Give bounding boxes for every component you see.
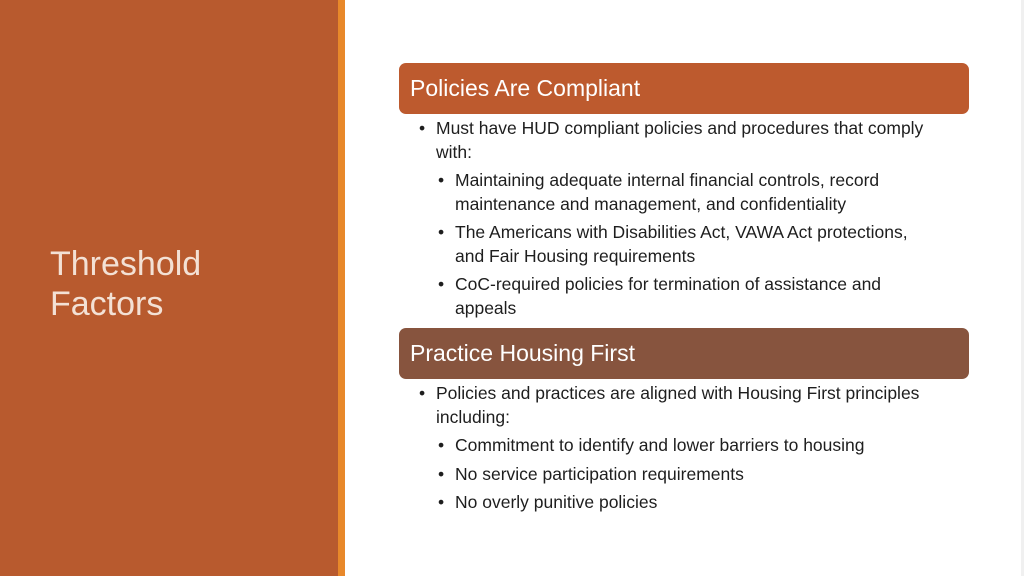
slide-title: [50, 244, 320, 324]
list-item-text: Must have HUD compliant policies and procedures that comply with:: [436, 118, 924, 162]
bullet-icon: •: [438, 170, 445, 190]
list-item-text: Commitment to identify and lower barriers to housing: [455, 435, 865, 455]
list-item-text: Policies and practices are aligned with Housing First principles including:: [436, 383, 920, 427]
policies-compliant-list: [417, 117, 937, 325]
accent-strip: [338, 0, 345, 576]
list-item: [417, 117, 937, 164]
list-item-text: No service participation requirements: [455, 463, 744, 484]
bullet-icon: •: [438, 492, 445, 512]
housing-first-list: [417, 382, 937, 520]
bullet-icon: •: [419, 118, 426, 138]
list-item: [417, 221, 937, 268]
section-header-housing-first: Practice Housing First: [399, 328, 969, 379]
list-item-text: CoC-required policies for termination of assistance and appeals: [455, 274, 882, 318]
list-item: [417, 273, 937, 320]
list-item: [417, 169, 937, 216]
list-item: [417, 463, 937, 487]
slide-title-line-1: Threshold: [50, 245, 202, 283]
slide-title-line-2: Factors: [50, 285, 164, 323]
bullet-icon: •: [438, 463, 445, 484]
list-item-text: Maintaining adequate internal financial controls, record maintenance and management, and confidentiality: [455, 170, 880, 214]
section-header-policies-compliant: Policies Are Compliant: [399, 63, 969, 114]
bullet-icon: •: [419, 383, 426, 403]
bullet-icon: •: [438, 274, 445, 294]
bullet-icon: •: [438, 435, 445, 455]
list-item: [417, 434, 937, 458]
list-item: [417, 491, 937, 515]
list-item-text: No overly punitive policies: [455, 492, 658, 512]
list-item: [417, 382, 937, 429]
list-item-text: The Americans with Disabilities Act, VAWA Act protections, and Fair Housing requirements: [455, 222, 908, 266]
bullet-icon: •: [438, 222, 445, 242]
